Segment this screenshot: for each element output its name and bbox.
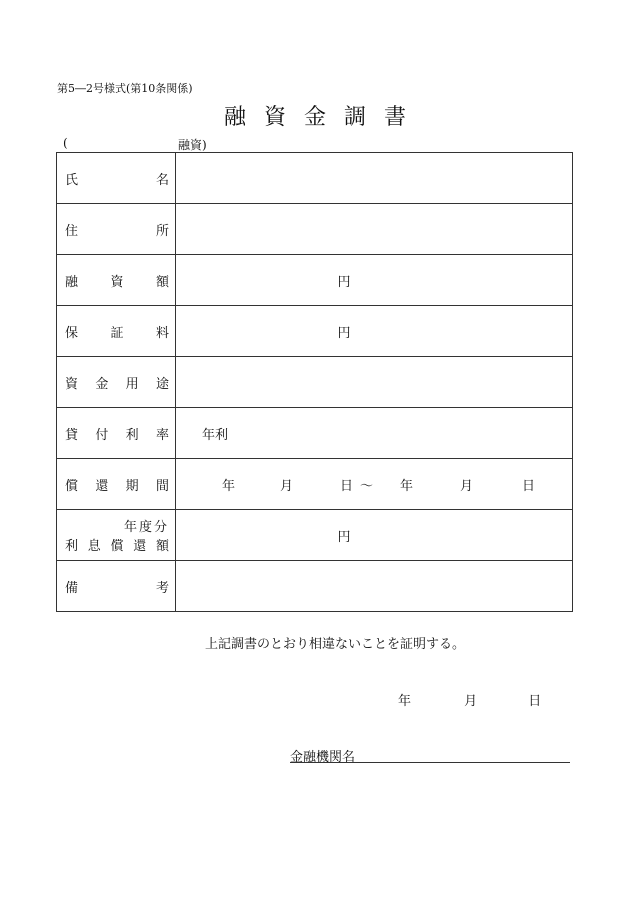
label-char: 金 xyxy=(95,376,109,392)
label-char: 期 xyxy=(125,478,139,494)
loan-amount-field[interactable] xyxy=(176,255,573,306)
label-char: 資 xyxy=(65,376,79,392)
loan-type-open-paren: ( xyxy=(63,136,68,150)
label-char: 息 xyxy=(87,539,101,554)
row-guarantee-fee xyxy=(57,306,573,357)
label-char: 付 xyxy=(95,427,109,443)
date-day-unit: 日 xyxy=(528,694,542,709)
row-fund-use xyxy=(57,357,573,408)
label-char: 証 xyxy=(110,325,124,341)
label-char: 融 xyxy=(65,274,79,290)
document-title: 融資金調書 xyxy=(223,105,424,130)
certification-statement: 上記調書のとおり相違ないことを証明する。 xyxy=(204,637,465,652)
label-char: 貸 xyxy=(65,427,79,443)
label-char: 資 xyxy=(110,274,124,290)
certification-date[interactable] xyxy=(398,690,541,709)
date-month-unit: 月 xyxy=(464,694,478,709)
yen-unit: 円 xyxy=(337,325,351,341)
label-repayment-period xyxy=(57,459,176,510)
start-day-unit: 日 xyxy=(340,478,354,494)
remarks-field[interactable] xyxy=(176,561,573,612)
range-tilde: ～ xyxy=(360,478,374,494)
end-day-unit: 日 xyxy=(522,478,536,494)
row-interest-repayment xyxy=(57,510,573,561)
label-char: 備 xyxy=(65,580,79,596)
end-month-unit: 月 xyxy=(460,478,474,494)
start-year-unit: 年 xyxy=(222,478,236,494)
financial-institution-label: 金融機関名 xyxy=(290,750,356,765)
row-loan-amount xyxy=(57,255,573,306)
label-char: 住 xyxy=(65,223,79,239)
label-char: 償 xyxy=(110,539,124,554)
label-char: 途 xyxy=(155,376,169,392)
end-year-unit: 年 xyxy=(400,478,414,494)
label-interest-rate xyxy=(57,408,176,459)
start-month-unit: 月 xyxy=(280,478,294,494)
interest-repayment-field[interactable] xyxy=(176,510,573,561)
label-char: 償 xyxy=(65,478,79,494)
row-address xyxy=(57,204,573,255)
row-name xyxy=(57,153,573,204)
fiscal-year-portion-label: 年度分 xyxy=(123,520,169,535)
financial-institution-signature-line[interactable] xyxy=(290,762,570,763)
label-char: 間 xyxy=(155,478,169,494)
label-char: 利 xyxy=(125,427,139,443)
fund-use-field[interactable] xyxy=(176,357,573,408)
label-char: 利 xyxy=(65,539,79,554)
label-char: 氏 xyxy=(65,172,79,188)
label-char: 額 xyxy=(155,274,169,290)
label-fund-use xyxy=(57,357,176,408)
label-char: 還 xyxy=(95,478,109,494)
label-char: 所 xyxy=(155,223,169,239)
label-char: 料 xyxy=(155,325,169,341)
row-repayment-period xyxy=(57,459,573,510)
annual-rate-label: 年利 xyxy=(202,427,229,443)
row-interest-rate xyxy=(57,408,573,459)
label-address xyxy=(57,204,176,255)
name-field[interactable] xyxy=(176,153,573,204)
label-name xyxy=(57,153,176,204)
label-char: 還 xyxy=(133,539,147,554)
repayment-period-field[interactable] xyxy=(176,459,573,510)
label-char: 用 xyxy=(125,376,139,392)
loan-type-suffix: 融資) xyxy=(178,138,207,152)
label-char: 保 xyxy=(65,325,79,341)
address-field[interactable] xyxy=(176,204,573,255)
label-loan-amount xyxy=(57,255,176,306)
yen-unit: 円 xyxy=(337,274,351,290)
yen-unit: 円 xyxy=(337,529,351,545)
label-char: 考 xyxy=(155,580,169,596)
interest-rate-field[interactable] xyxy=(176,408,573,459)
form-number: 第5―2号様式(第10条関係) xyxy=(57,82,193,95)
label-char: 率 xyxy=(155,427,169,443)
label-guarantee-fee xyxy=(57,306,176,357)
label-char: 額 xyxy=(155,539,169,554)
loan-statement-table xyxy=(56,152,573,612)
guarantee-fee-field[interactable] xyxy=(176,306,573,357)
row-remarks xyxy=(57,561,573,612)
label-char: 名 xyxy=(155,172,169,188)
label-interest-repayment xyxy=(57,510,176,561)
date-year-unit: 年 xyxy=(398,694,412,709)
label-remarks xyxy=(57,561,176,612)
